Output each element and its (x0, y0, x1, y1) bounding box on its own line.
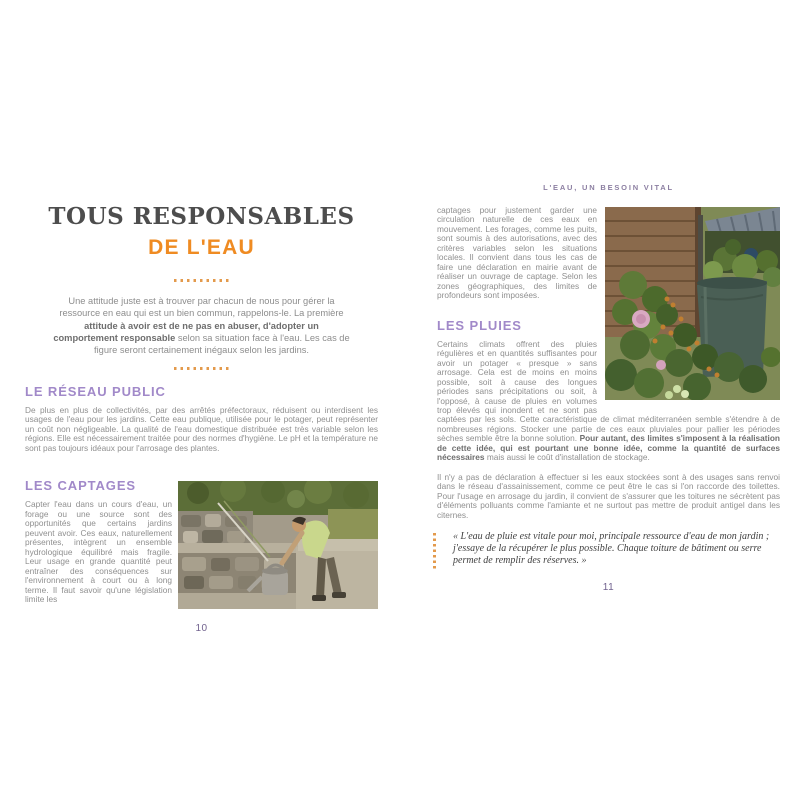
photo-stone-wall-watering-can (178, 481, 378, 609)
testimonial-quote: « L'eau de pluie est vitale pour moi, principale ressource d'eau de mon jardin ; j'essaye de la récupérer le plus possible. Chaque toiture de bâtiment ou serre permet de remplir des réserves. » (437, 531, 783, 566)
captages-section (25, 479, 378, 634)
page-title-line1: TOUS RESPONSABLES (48, 203, 355, 230)
pluies-text-1: Certains climats offrent des pluies régulières et en quantités suffisantes pour avoir un potager « presque » sans arrosage. Cela est de moins en moins possible, soit à cause des longues périodes sans précipitations ou soit, à l'opposé, à cause de pluies en volumes trop élevés qui inondent et ne sont pas captées par les sols. Cette caractéristique de climat méditerranéen semble s'étendre à de nombreuses régions. Stocker une partie de ces eaux pluviales pour pallier les périodes sèches semble être la bonne solution. (437, 338, 780, 444)
intro-text-2: selon sa situation face à l'eau. Les cas de figure seront certainement inégaux selon les jardins. (94, 333, 350, 356)
intro-paragraph (52, 295, 352, 356)
dotted-separator (174, 367, 230, 370)
page-right (437, 183, 780, 593)
intro-text-1: Une attitude juste est à trouver par chacun de nous pour gérer la ressource en eau qui est un bien commun, rappelons-le. La première (59, 296, 344, 319)
intro-text-bold: attitude à avoir est de ne pas en abuser, d'adopter un comportement responsable (53, 320, 319, 344)
page-number-left: 10 (195, 622, 208, 634)
running-header: L'EAU, UN BESOIN VITAL (543, 183, 674, 192)
photo-rain-barrel (605, 207, 780, 400)
section-heading-pluies: LES PLUIES (437, 317, 522, 333)
section-heading-captages: LES CAPTAGES (25, 478, 136, 494)
photo-rain-barrel-art (605, 207, 780, 400)
captages-paragraph: Capter l'eau dans un cours d'eau, un forage ou une source sont des opportunités que certains jardins peuvent avoir. Ces eaux, naturellement présentes, intègrent un ensemble hydrologique équilibré mais fragile. Leur usage en grande quantité peut entraîner des conséquences sur l'environnement à court ou à long terme. Il faut savoir qu'une législation limite les (25, 499, 172, 605)
section-heading-reseau-public: LE RÉSEAU PUBLIC (25, 383, 166, 399)
page-number-right: 11 (602, 582, 615, 594)
dotted-separator (174, 279, 230, 282)
pluies-paragraph-2: Il n'y a pas de déclaration à effectuer si les eaux stockées sont à des usages sans renvoi dans le réseau d'assainissement, comme ce peut être le cas si l'on raccorde des toilettes. Pour l'usage en arrosage du jardin, il convient de s'assurer que les toitures ne sécrètent pas d'éléments polluants comme l'amiante et ne surtout pas mettre de produit antigel dans les citernes. (437, 471, 780, 520)
photo-stone-wall-watering-can-art (178, 481, 378, 609)
pluies-text-bold: Pour autant, des limites s'imposent à la réalisation de cette idée, qui est pourtant une bonne idée, comme la quantité de surfaces nécessaires (437, 433, 780, 463)
reseau-public-paragraph: De plus en plus de collectivités, par des arrêtés préfectoraux, réduisent ou interdisent les usages de l'eau pour les jardins. Cette eau publique, utilisée pour le potager, peut représenter un coût non négligeable. La qualité de l'eau domestique distribuée est très variable selon les régions. Elle est nécessairement traitée pour des normes d'hygiène. Le pH et la température ne sont pas toujours idéaux pour l'arrosage des plantes. (25, 404, 378, 453)
page-title-line2: DE L'EAU (148, 236, 255, 260)
pluies-text-2: mais aussi le coût d'installation de stockage. (484, 452, 650, 463)
captages-continued-paragraph: captages pour justement garder une circulation naturelle de ces eaux en mouvement. Les forages, comme les puits, sont soumis à des autorisations, avec des critères variables selon les situations locales. Il convient dans tous les cas de faire une déclaration en mairie avant de réaliser un ouvrage de captage. Selon les zones géographiques, des limites de profondeurs sont imposées. (437, 205, 597, 301)
page-left (25, 205, 378, 634)
